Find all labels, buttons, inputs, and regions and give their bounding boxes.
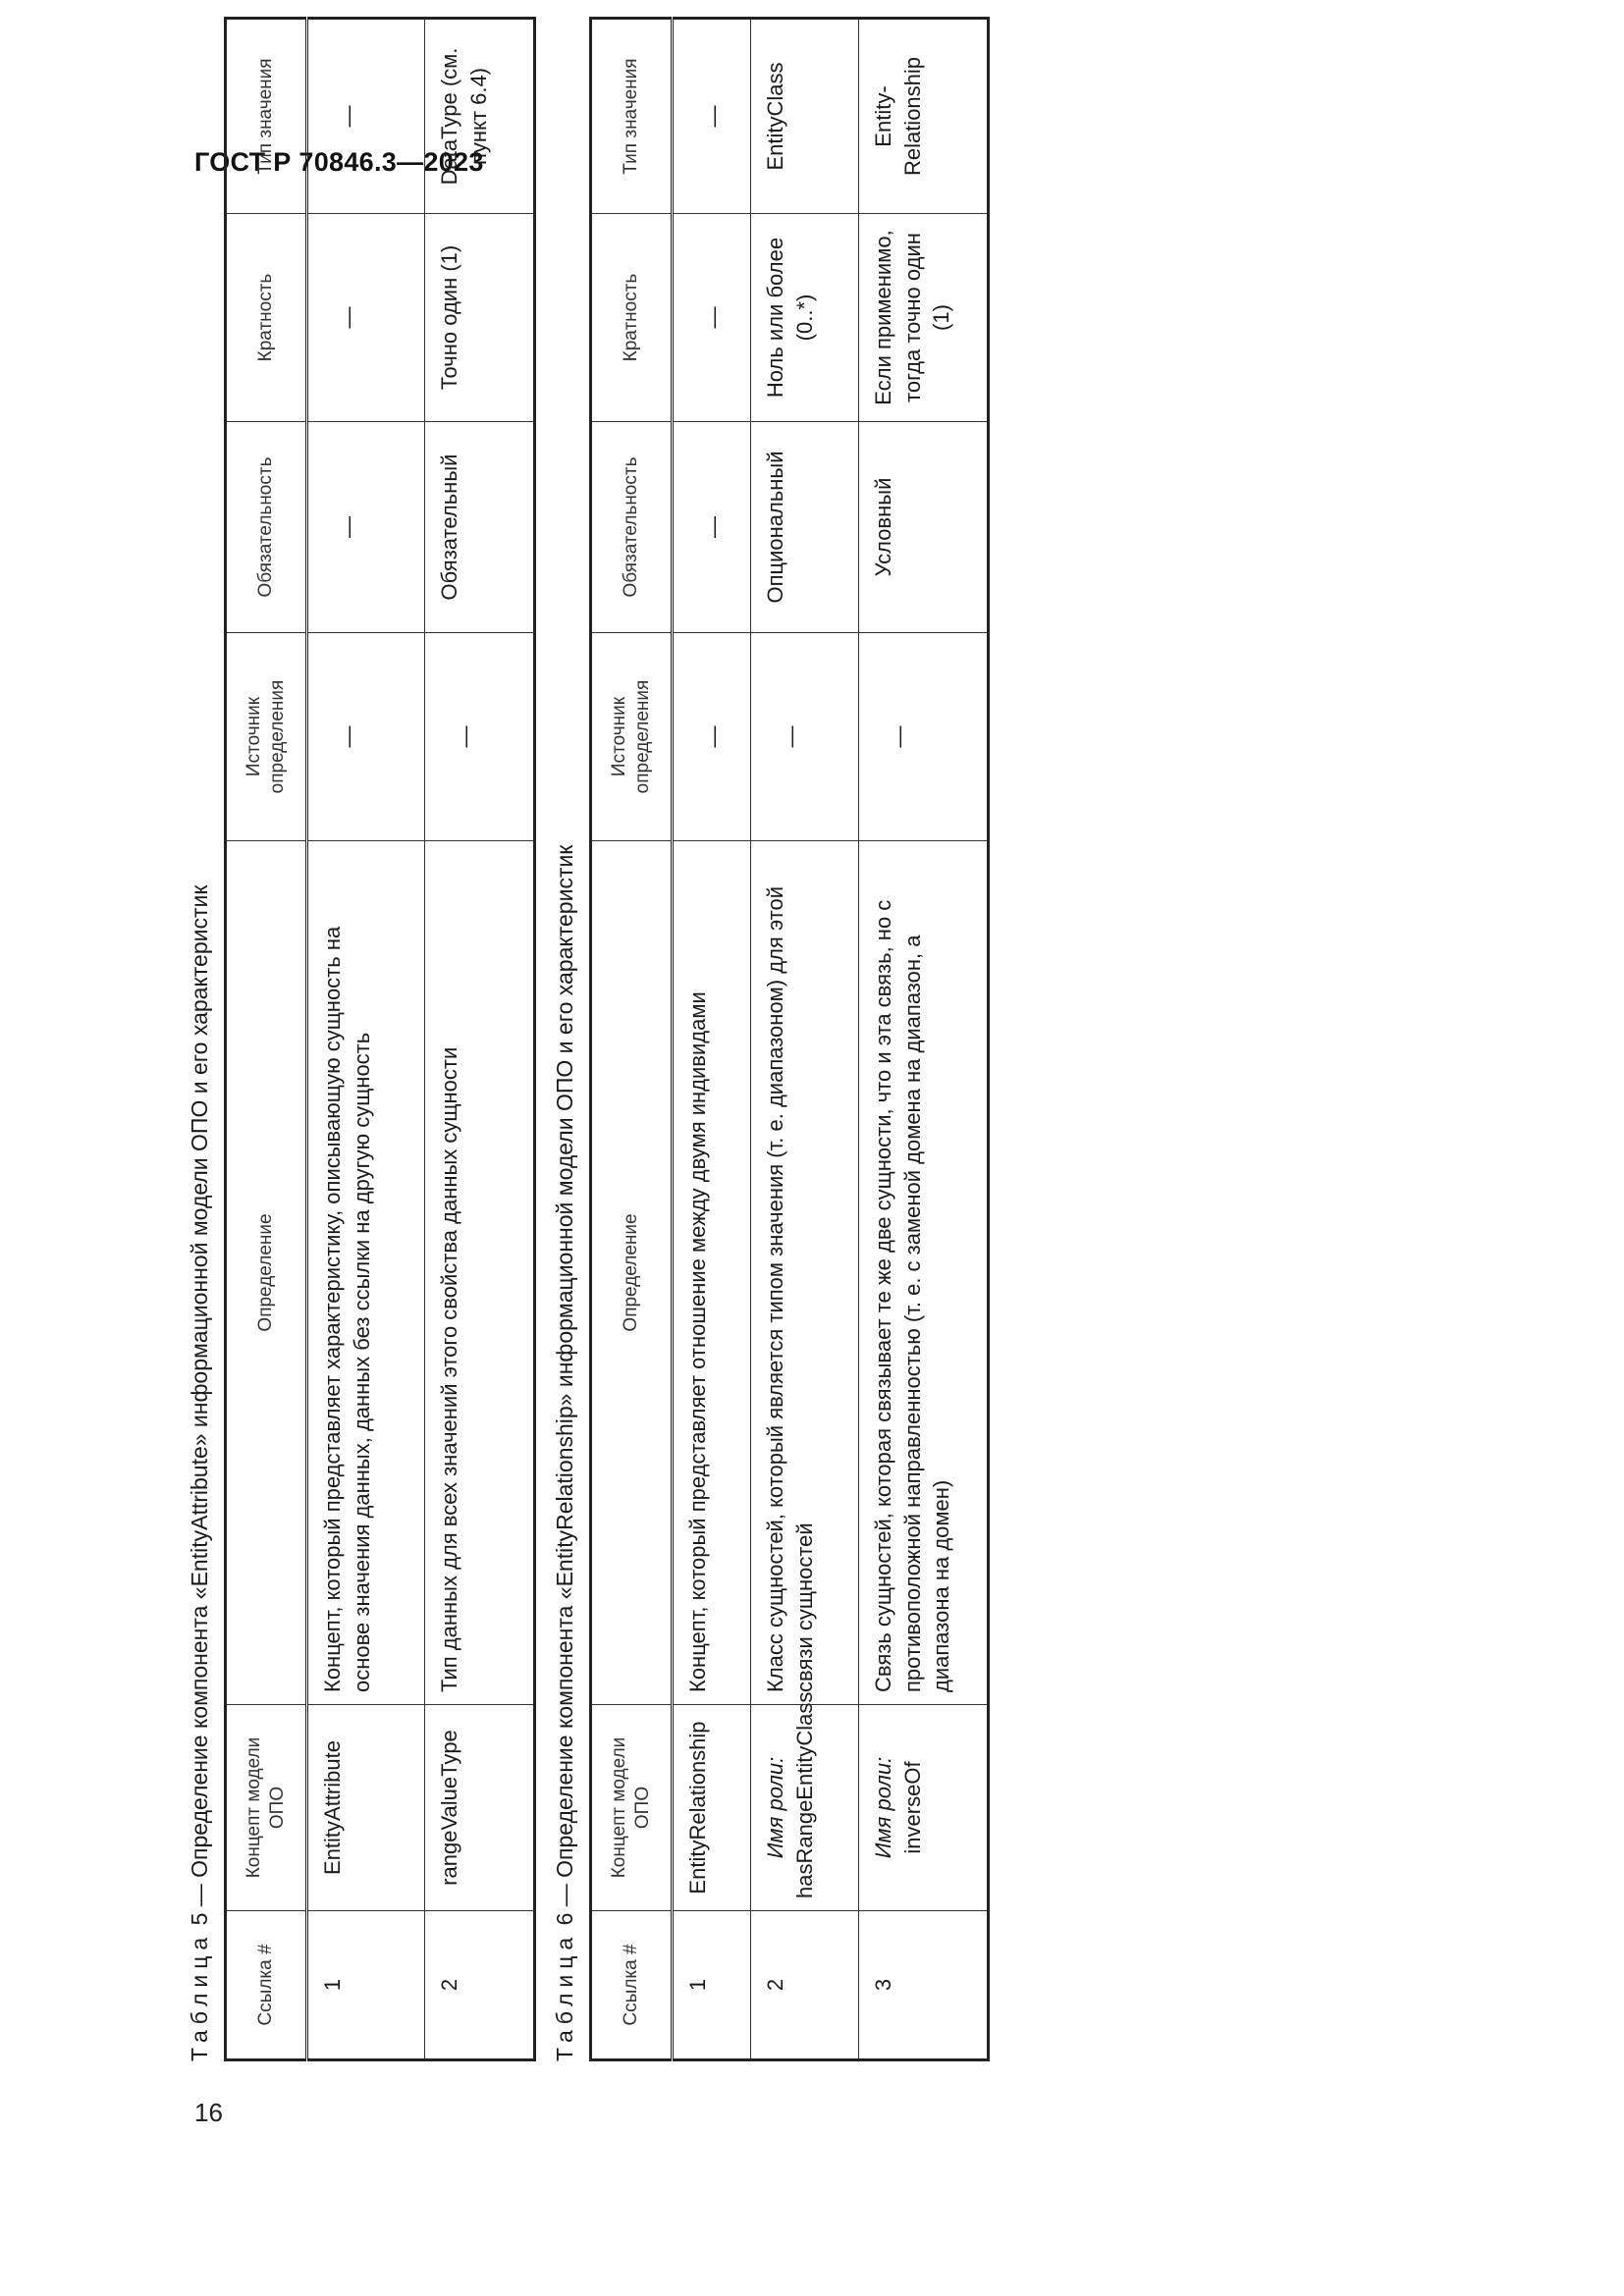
cell-source: —	[307, 633, 425, 841]
cell-cardinality: —	[307, 214, 425, 422]
page-number: 16	[194, 2098, 223, 2127]
cell-source: —	[751, 633, 859, 841]
col-header-ref: Ссылка #	[226, 1911, 307, 2060]
col-header-concept: Концепт модели ОПО	[591, 1705, 673, 1911]
cell-value-type: —	[673, 19, 751, 214]
cell-ref: 2	[751, 1911, 859, 2060]
cell-cardinality: Ноль или более (0..*)	[751, 214, 859, 422]
cell-cardinality: —	[673, 214, 751, 422]
cell-concept	[859, 1705, 989, 1911]
col-header-source: Источник определения	[226, 633, 307, 841]
table-row	[673, 19, 751, 2060]
cell-ref: 2	[425, 1911, 535, 2060]
cell-obligation: Условный	[859, 422, 989, 633]
cell-cardinality: Если применимо, тогда точно один (1)	[859, 214, 989, 422]
cell-source: —	[859, 633, 989, 841]
col-header-obligation: Обязательность	[591, 422, 673, 633]
table5-header-row	[226, 19, 307, 2060]
cell-definition: Концепт, который представляет характеристику, описывающую сущность на основе значения данных, данных без ссылки на другую сущность	[307, 841, 425, 1705]
col-header-source: Источник определения	[591, 633, 673, 841]
cell-definition: Концепт, который представляет отношение между двумя индивидами	[673, 841, 751, 1705]
table-row	[859, 19, 989, 2060]
table5-caption-label: Таблица	[187, 1931, 212, 2061]
cell-value-type: EntityClass	[751, 19, 859, 214]
col-header-cardinality: Кратность	[226, 214, 307, 422]
cell-obligation: Опциональный	[751, 422, 859, 633]
table6-caption-label: Таблица	[552, 1931, 577, 2061]
role-prefix: Имя роли:	[763, 1756, 787, 1859]
document-header: ГОСТ Р 70846.3—2023	[194, 147, 484, 177]
role-name: inverseOf	[899, 1761, 925, 1854]
cell-value-type: Entity-Relationship	[859, 19, 989, 214]
cell-value-type: —	[307, 19, 425, 214]
table5	[224, 17, 536, 2061]
table6-caption	[552, 845, 578, 2061]
table-row	[425, 19, 535, 2060]
cell-value-type: DataType (см. пункт 6.4)	[425, 19, 535, 214]
cell-obligation: —	[673, 422, 751, 633]
cell-definition: Тип данных для всех значений этого свойства данных сущности	[425, 841, 535, 1705]
cell-ref: 3	[859, 1911, 989, 2060]
cell-definition: Связь сущностей, которая связывает те же две сущности, что и эта связь, но с противоположной направленностью (т. е. с заменой домена на диапазон, а диапазона на домен)	[859, 841, 989, 1705]
table-row	[307, 19, 425, 2060]
cell-concept: rangeValueType	[425, 1705, 535, 1911]
col-header-ref: Ссылка #	[591, 1911, 673, 2060]
role-prefix: Имя роли:	[871, 1756, 895, 1859]
table6	[589, 17, 990, 2061]
col-header-value-type: Тип значения	[226, 19, 307, 214]
cell-ref: 1	[673, 1911, 751, 2060]
col-header-obligation: Обязательность	[226, 422, 307, 633]
cell-obligation: Обязательный	[425, 422, 535, 633]
cell-definition: Класс сущностей, который является типом значения (т. е. диапазоном) для этой связи сущностей	[751, 841, 859, 1705]
table-row	[751, 19, 859, 2060]
col-header-cardinality: Кратность	[591, 214, 673, 422]
cell-concept	[751, 1691, 859, 1911]
cell-ref: 1	[307, 1911, 425, 2060]
col-header-value-type: Тип значения	[591, 19, 673, 214]
col-header-definition: Определение	[226, 841, 307, 1705]
table5-caption-text: 5 — Определение компонента «EntityAttribute» информационной модели ОПО и его характеристик	[187, 884, 212, 1926]
cell-cardinality: Точно один (1)	[425, 214, 535, 422]
cell-source: —	[673, 633, 751, 841]
role-name: hasRangeEntityClass	[791, 1691, 817, 1898]
col-header-definition: Определение	[591, 841, 673, 1705]
table6-header-row	[591, 19, 673, 2060]
table6-caption-text: 6 — Определение компонента «EntityRelationship» информационной модели ОПО и его характеристик	[552, 844, 577, 1926]
cell-source: —	[425, 633, 535, 841]
col-header-concept: Концепт модели ОПО	[226, 1705, 307, 1911]
cell-concept: EntityAttribute	[307, 1705, 425, 1911]
cell-obligation: —	[307, 422, 425, 633]
cell-concept: EntityRelationship	[673, 1705, 751, 1911]
table5-caption	[187, 885, 213, 2061]
